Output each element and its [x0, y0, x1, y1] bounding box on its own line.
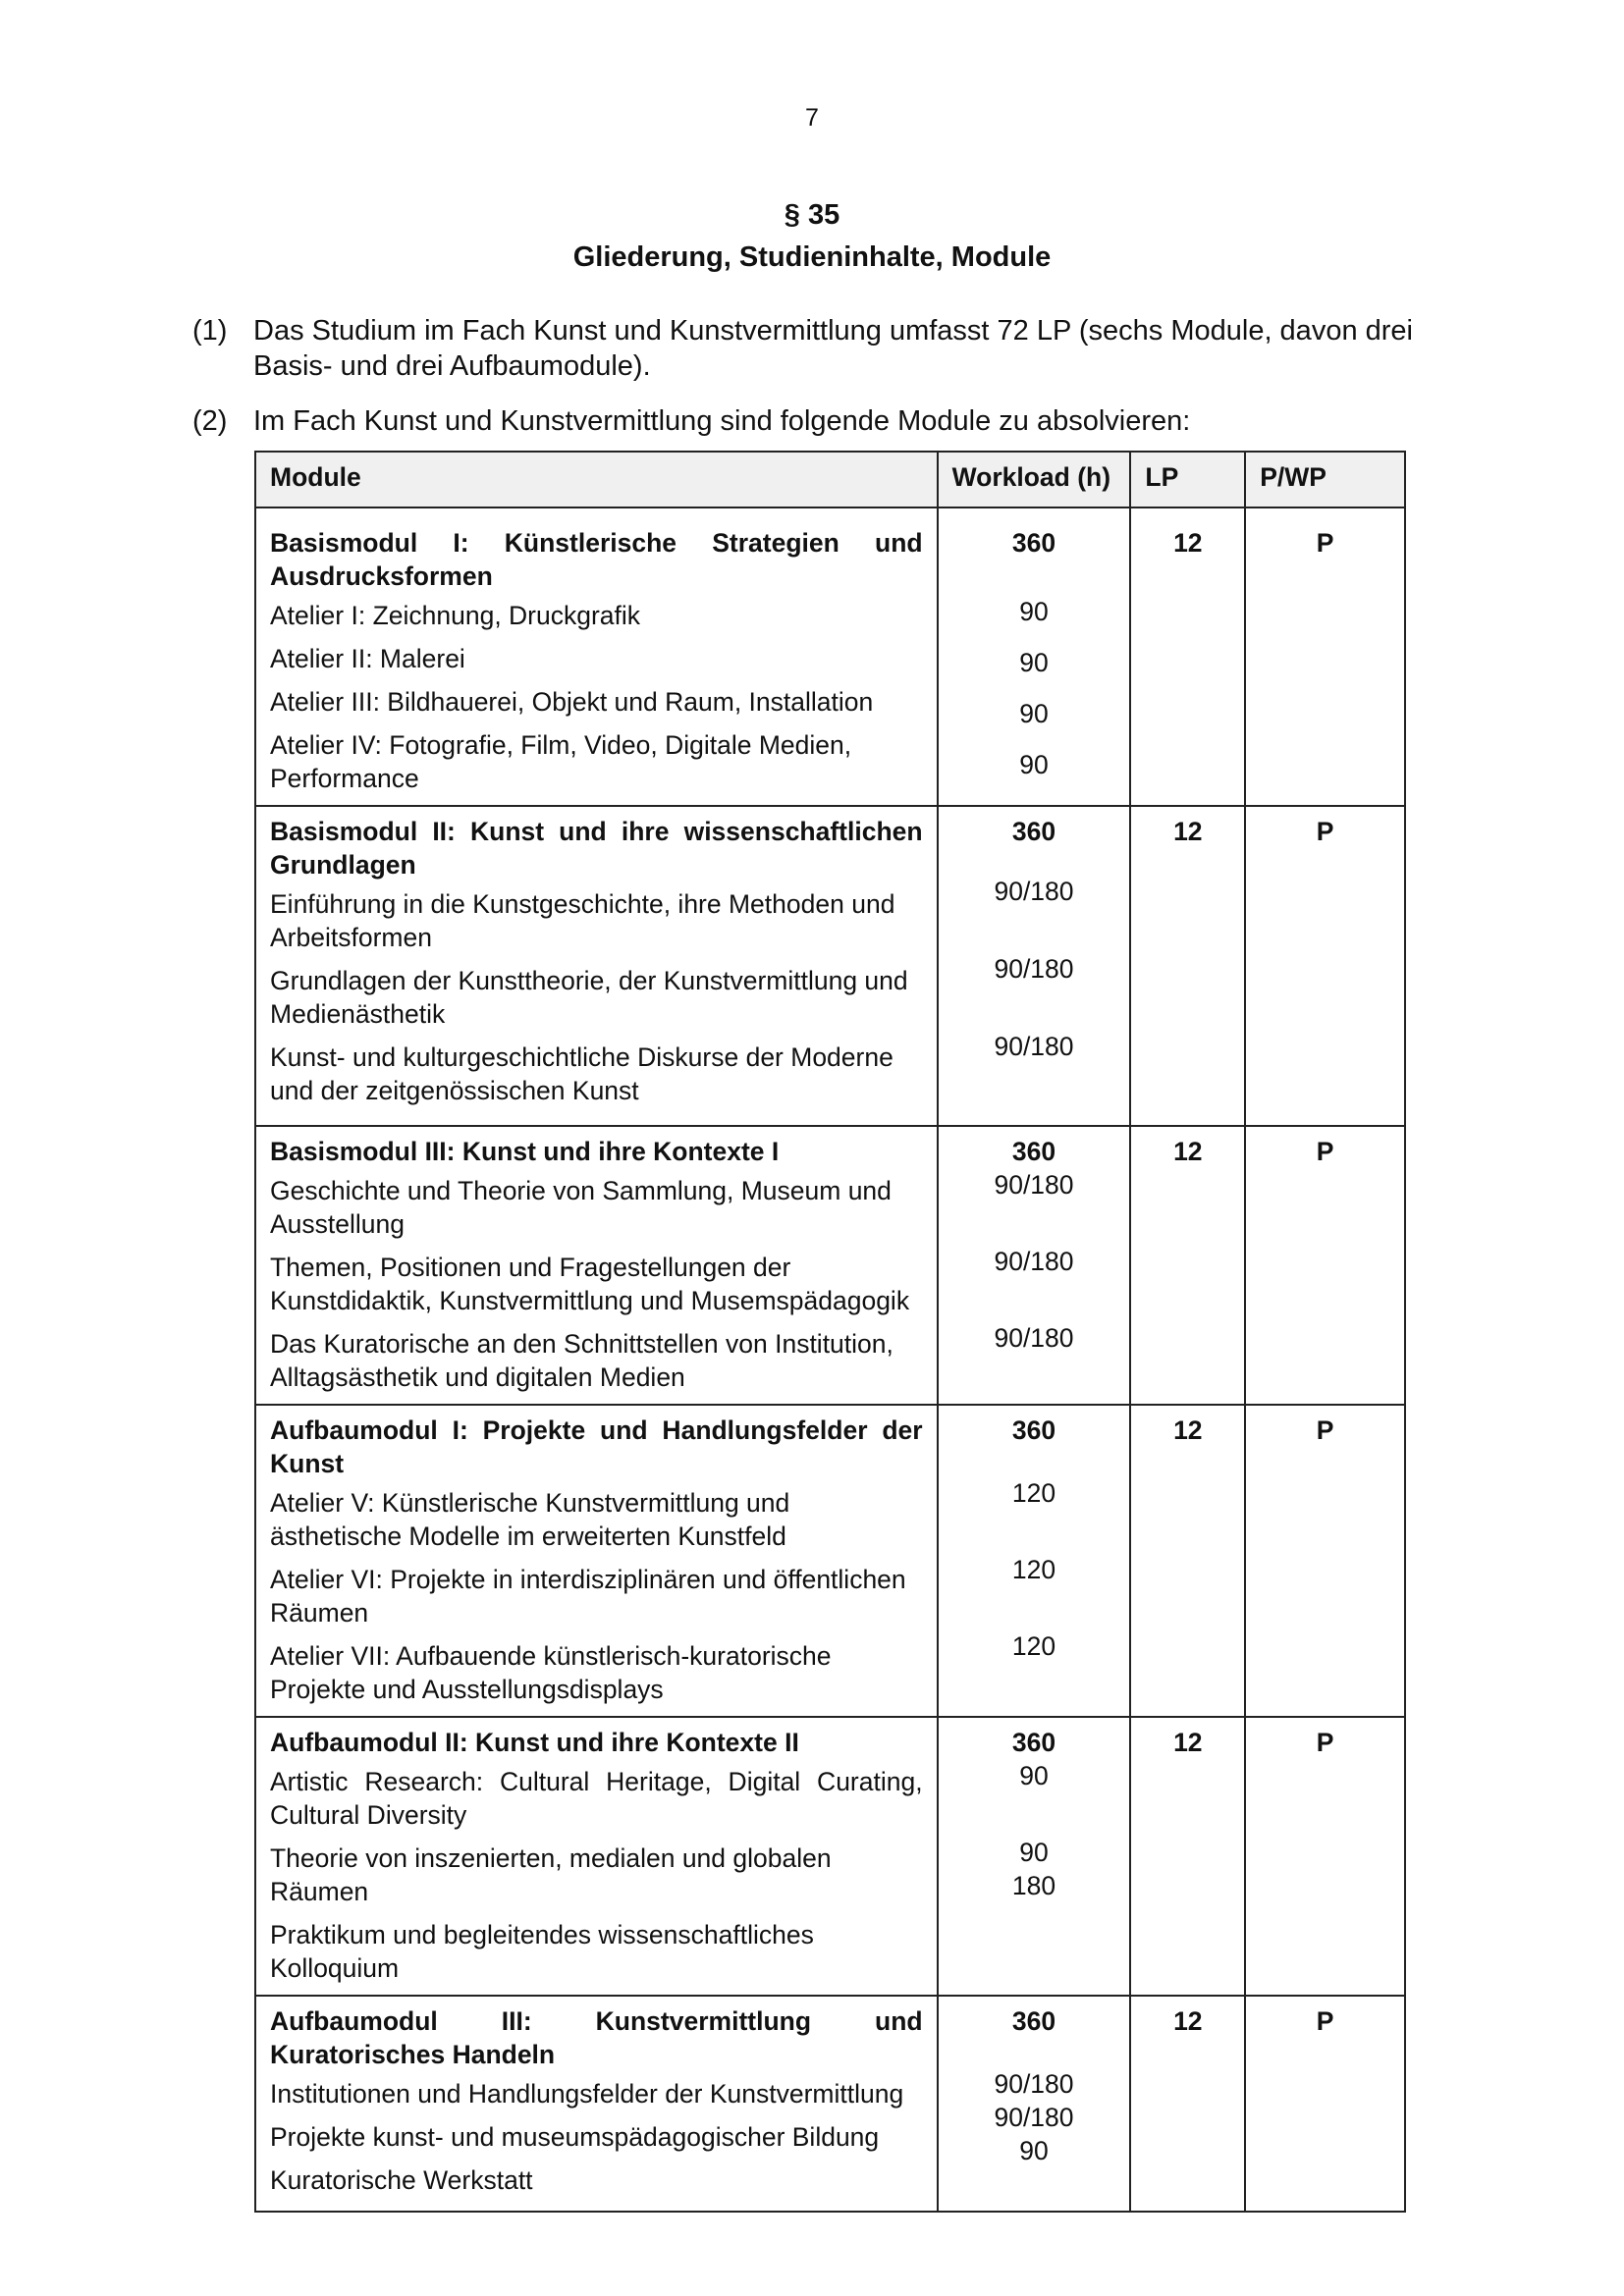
workload-cell [938, 1126, 1131, 1405]
lp-cell [1130, 1996, 1245, 2212]
module-title: Basismodul II: Kunst und ihre wissenschaftlichen Grundlagen [270, 817, 923, 880]
module-lp: 12 [1173, 1137, 1203, 1166]
module-title: Aufbaumodul III: Kunstvermittlung und Kuratorisches Handeln [270, 2006, 923, 2069]
workload-cell [938, 1996, 1131, 2212]
module-cell [255, 1405, 938, 1717]
item-workload: 90/180 [994, 877, 1074, 906]
module-item-label: Kuratorische Werkstatt [270, 2165, 533, 2195]
module-table [254, 451, 1406, 2213]
module-cell [255, 1996, 938, 2212]
lp-cell [1130, 806, 1245, 1126]
module-item-label: Einführung in die Kunstgeschichte, ihre Methoden und Arbeitsformen [270, 889, 895, 952]
module-item-label: Atelier III: Bildhauerei, Objekt und Raum, Installation [270, 687, 874, 717]
workload-cell [938, 1405, 1131, 1717]
module-lp: 12 [1173, 2006, 1203, 2036]
module-item-label: Theorie von inszenierten, medialen und globalen Räumen [270, 1843, 832, 1906]
item-workload: 90/180 [994, 954, 1074, 984]
lp-cell [1130, 1126, 1245, 1405]
item-workload: 90 [1019, 2136, 1049, 2165]
section-title: Gliederung, Studieninhalte, Module [572, 241, 1052, 273]
item-workload: 90/180 [994, 1323, 1074, 1353]
paragraph-text: Das Studium im Fach Kunst und Kunstvermittlung umfasst 72 LP (sechs Module, davon drei Basis- und drei Aufbaumodule). [253, 315, 1413, 382]
module-pwp: P [1316, 528, 1334, 558]
module-workload: 360 [1011, 528, 1056, 558]
module-pwp: P [1316, 817, 1334, 846]
paragraph-number: (2) [192, 405, 228, 437]
module-lp: 12 [1173, 1415, 1203, 1445]
table-header-row [255, 452, 1405, 507]
pwp-cell [1245, 1126, 1405, 1405]
section-number: § 35 [784, 199, 840, 231]
module-cell [255, 507, 938, 806]
module-item-label: Themen, Positionen und Fragestellungen der Kunstdidaktik, Kunstvermittlung und Musemspädagogik [270, 1253, 910, 1315]
module-cell [255, 806, 938, 1126]
module-pwp: P [1316, 1137, 1334, 1166]
module-lp: 12 [1173, 528, 1203, 558]
item-workload: 120 [1011, 1555, 1056, 1584]
paragraph-number: (1) [192, 315, 228, 347]
module-item-label: Atelier II: Malerei [270, 644, 465, 673]
module-item-label: Das Kuratorische an den Schnittstellen von Institution, Alltagsästhetik und digitalen Medien [270, 1329, 893, 1392]
pwp-cell [1245, 1996, 1405, 2212]
module-lp: 12 [1173, 1728, 1203, 1757]
module-title: Aufbaumodul II: Kunst und ihre Kontexte II [270, 1728, 799, 1757]
workload-cell [938, 507, 1131, 806]
header-workload: Workload (h) [938, 452, 1131, 507]
lp-cell [1130, 1717, 1245, 1996]
module-cell [255, 1717, 938, 1996]
module-item-label: Praktikum und begleitendes wissenschaftliches Kolloquium [270, 1920, 814, 1983]
paragraph-text: Im Fach Kunst und Kunstvermittlung sind folgende Module zu absolvieren: [253, 405, 1191, 437]
module-row [255, 1405, 1405, 1717]
module-lp: 12 [1173, 817, 1203, 846]
workload-cell [938, 1717, 1131, 1996]
item-workload: 90/180 [994, 1170, 1074, 1200]
module-workload: 360 [1011, 1137, 1056, 1166]
item-workload: 90 [1019, 1838, 1049, 1867]
module-item-label: Projekte kunst- und museumspädagogischer Bildung [270, 2122, 880, 2152]
header-lp: LP [1130, 452, 1245, 507]
pwp-cell [1245, 1405, 1405, 1717]
pwp-cell [1245, 507, 1405, 806]
module-title: Basismodul I: Künstlerische Strategien und Ausdrucksformen [270, 528, 923, 591]
workload-cell [938, 806, 1131, 1126]
paragraph-2 [192, 403, 1449, 439]
item-workload: 90 [1019, 699, 1049, 728]
module-item-label: Institutionen und Handlungsfelder der Kunstvermittlung [270, 2079, 904, 2109]
item-workload: 90/180 [994, 1032, 1074, 1061]
module-pwp: P [1316, 1728, 1334, 1757]
item-workload: 90/180 [994, 1247, 1074, 1276]
paragraph-1 [192, 313, 1449, 384]
item-workload: 90/180 [994, 2103, 1074, 2132]
module-workload: 360 [1011, 2006, 1056, 2036]
module-workload: 360 [1011, 817, 1056, 846]
header-module: Module [255, 452, 938, 507]
item-workload: 180 [1011, 1871, 1056, 1900]
lp-cell [1130, 507, 1245, 806]
item-workload: 90/180 [994, 2069, 1074, 2099]
module-item-label: Atelier VI: Projekte in interdisziplinären und öffentlichen Räumen [270, 1565, 906, 1628]
module-cell [255, 1126, 938, 1405]
lp-cell [1130, 1405, 1245, 1717]
module-workload: 360 [1011, 1728, 1056, 1757]
pwp-cell [1245, 806, 1405, 1126]
module-item-label: Geschichte und Theorie von Sammlung, Museum und Ausstellung [270, 1176, 892, 1239]
module-item-label: Atelier IV: Fotografie, Film, Video, Digitale Medien, Performance [270, 730, 852, 793]
module-title: Aufbaumodul I: Projekte und Handlungsfelder der Kunst [270, 1415, 923, 1478]
module-item-label: Atelier I: Zeichnung, Druckgrafik [270, 601, 641, 630]
header-pwp: P/WP [1245, 452, 1405, 507]
module-workload: 360 [1011, 1415, 1056, 1445]
module-row [255, 1126, 1405, 1405]
item-workload: 90 [1019, 750, 1049, 779]
module-item-label: Artistic Research: Cultural Heritage, Digital Curating, Cultural Diversity [270, 1767, 923, 1830]
item-workload: 90 [1019, 597, 1049, 626]
item-workload: 120 [1011, 1478, 1056, 1508]
module-title: Basismodul III: Kunst und ihre Kontexte I [270, 1137, 780, 1166]
item-workload: 90 [1019, 1761, 1049, 1790]
item-workload: 90 [1019, 648, 1049, 677]
page-number: 7 [805, 104, 819, 132]
module-item-label: Atelier VII: Aufbauende künstlerisch-kuratorische Projekte und Ausstellungsdisplays [270, 1641, 832, 1704]
module-item-label: Atelier V: Künstlerische Kunstvermittlung und ästhetische Modelle im erweiterten Kunstfeld [270, 1488, 790, 1551]
module-pwp: P [1316, 2006, 1334, 2036]
pwp-cell [1245, 1717, 1405, 1996]
item-workload: 120 [1011, 1631, 1056, 1661]
module-item-label: Kunst- und kulturgeschichtliche Diskurse der Moderne und der zeitgenössischen Kunst [270, 1042, 893, 1105]
module-row [255, 806, 1405, 1126]
module-item-label: Grundlagen der Kunsttheorie, der Kunstvermittlung und Medienästhetik [270, 966, 908, 1029]
module-row [255, 507, 1405, 806]
module-row [255, 1996, 1405, 2212]
module-row [255, 1717, 1405, 1996]
module-pwp: P [1316, 1415, 1334, 1445]
